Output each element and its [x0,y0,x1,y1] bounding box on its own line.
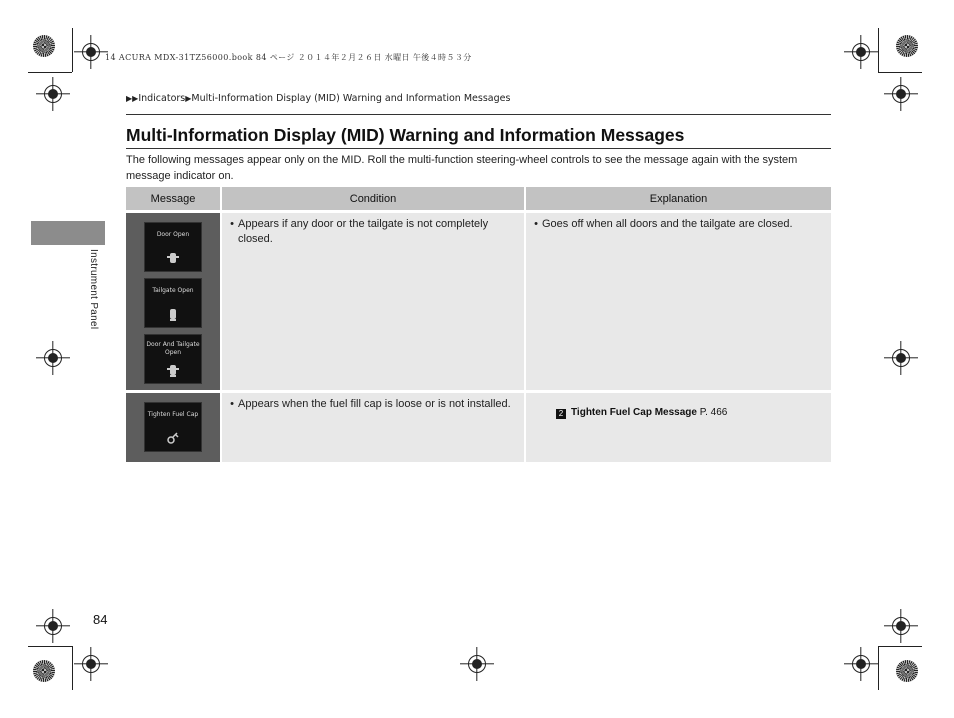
registration-fan-icon [33,35,55,57]
condition-text: Appears if any door or the tailgate is not completely closed. [238,218,489,245]
table-row [126,390,831,462]
title-rule [126,148,831,149]
reference-title: Tighten Fuel Cap Message [571,407,697,418]
crop-line [72,646,73,690]
registration-mark-icon [44,617,62,635]
crop-line [878,72,922,73]
registration-mark-icon [852,655,870,673]
table-row [126,210,831,390]
car-door-tailgate-open-icon [167,363,179,377]
car-door-open-icon [167,251,179,265]
registration-mark-icon [44,85,62,103]
registration-mark-icon [44,349,62,367]
mid-screen-door-open: Door Open [144,222,202,272]
column-header-condition: Condition [222,187,526,210]
registration-fan-icon [896,660,918,682]
mid-screen-tailgate-open: Tailgate Open [144,278,202,328]
section-label: Instrument Panel [88,249,99,330]
explanation-cell [526,390,831,462]
page-title: Multi-Information Display (MID) Warning and Information Messages [126,125,685,145]
crop-line [28,646,72,647]
registration-fan-icon [896,35,918,57]
breadcrumb-section: Indicators [138,93,186,104]
table-header-row [126,187,831,210]
message-screens [126,390,222,462]
breadcrumb-page: Multi-Information Display (MID) Warning and Information Messages [191,93,511,104]
registration-mark-icon [852,43,870,61]
message-table [126,187,831,462]
reference-arrow-icon: 2 [556,409,566,419]
crop-line [28,72,72,73]
fuel-cap-icon [167,431,179,445]
column-header-explanation: Explanation [526,187,831,210]
intro-text: The following messages appear only on the MID. Roll the multi-function steering-wheel controls to see the message again with the system message indicator on. [126,154,798,182]
registration-mark-icon [892,349,910,367]
explanation-text: Goes off when all doors and the tailgate are closed. [542,218,793,230]
section-tab [31,221,105,245]
registration-mark-icon [82,43,100,61]
condition-text: Appears when the fuel fill cap is loose or is not installed. [238,398,511,410]
header-rule [126,114,831,115]
breadcrumb-separator-icon: ▶ [185,94,192,103]
registration-mark-icon [892,85,910,103]
column-header-message: Message [126,187,222,210]
registration-fan-icon [33,660,55,682]
mid-screen-door-and-tailgate-open: Door And Tailgate Open [144,334,202,384]
reference-page: P. 466 [699,407,728,418]
registration-mark-icon [468,655,486,673]
bullet: • [230,398,234,410]
cross-reference-link[interactable] [526,393,831,419]
crop-line [72,28,73,72]
message-screens [126,210,222,390]
crop-line [878,646,922,647]
car-tailgate-open-icon [167,307,179,321]
breadcrumb-arrow-icon: ▶▶ [126,94,139,103]
bullet: • [534,218,538,230]
page-number: 84 [93,612,108,627]
crop-line [878,28,879,72]
explanation-cell [526,210,831,390]
condition-cell [222,210,526,390]
print-header: 14 ACURA MDX-31TZ56000.book 84 ページ ２０１４年２月２６日 水曜日 午後４時５３分 [105,53,472,62]
registration-mark-icon [82,655,100,673]
breadcrumb [126,93,510,104]
condition-cell [222,390,526,462]
registration-mark-icon [892,617,910,635]
bullet: • [230,218,234,230]
crop-line [878,646,879,690]
mid-screen-tighten-fuel-cap: Tighten Fuel Cap [144,402,202,452]
